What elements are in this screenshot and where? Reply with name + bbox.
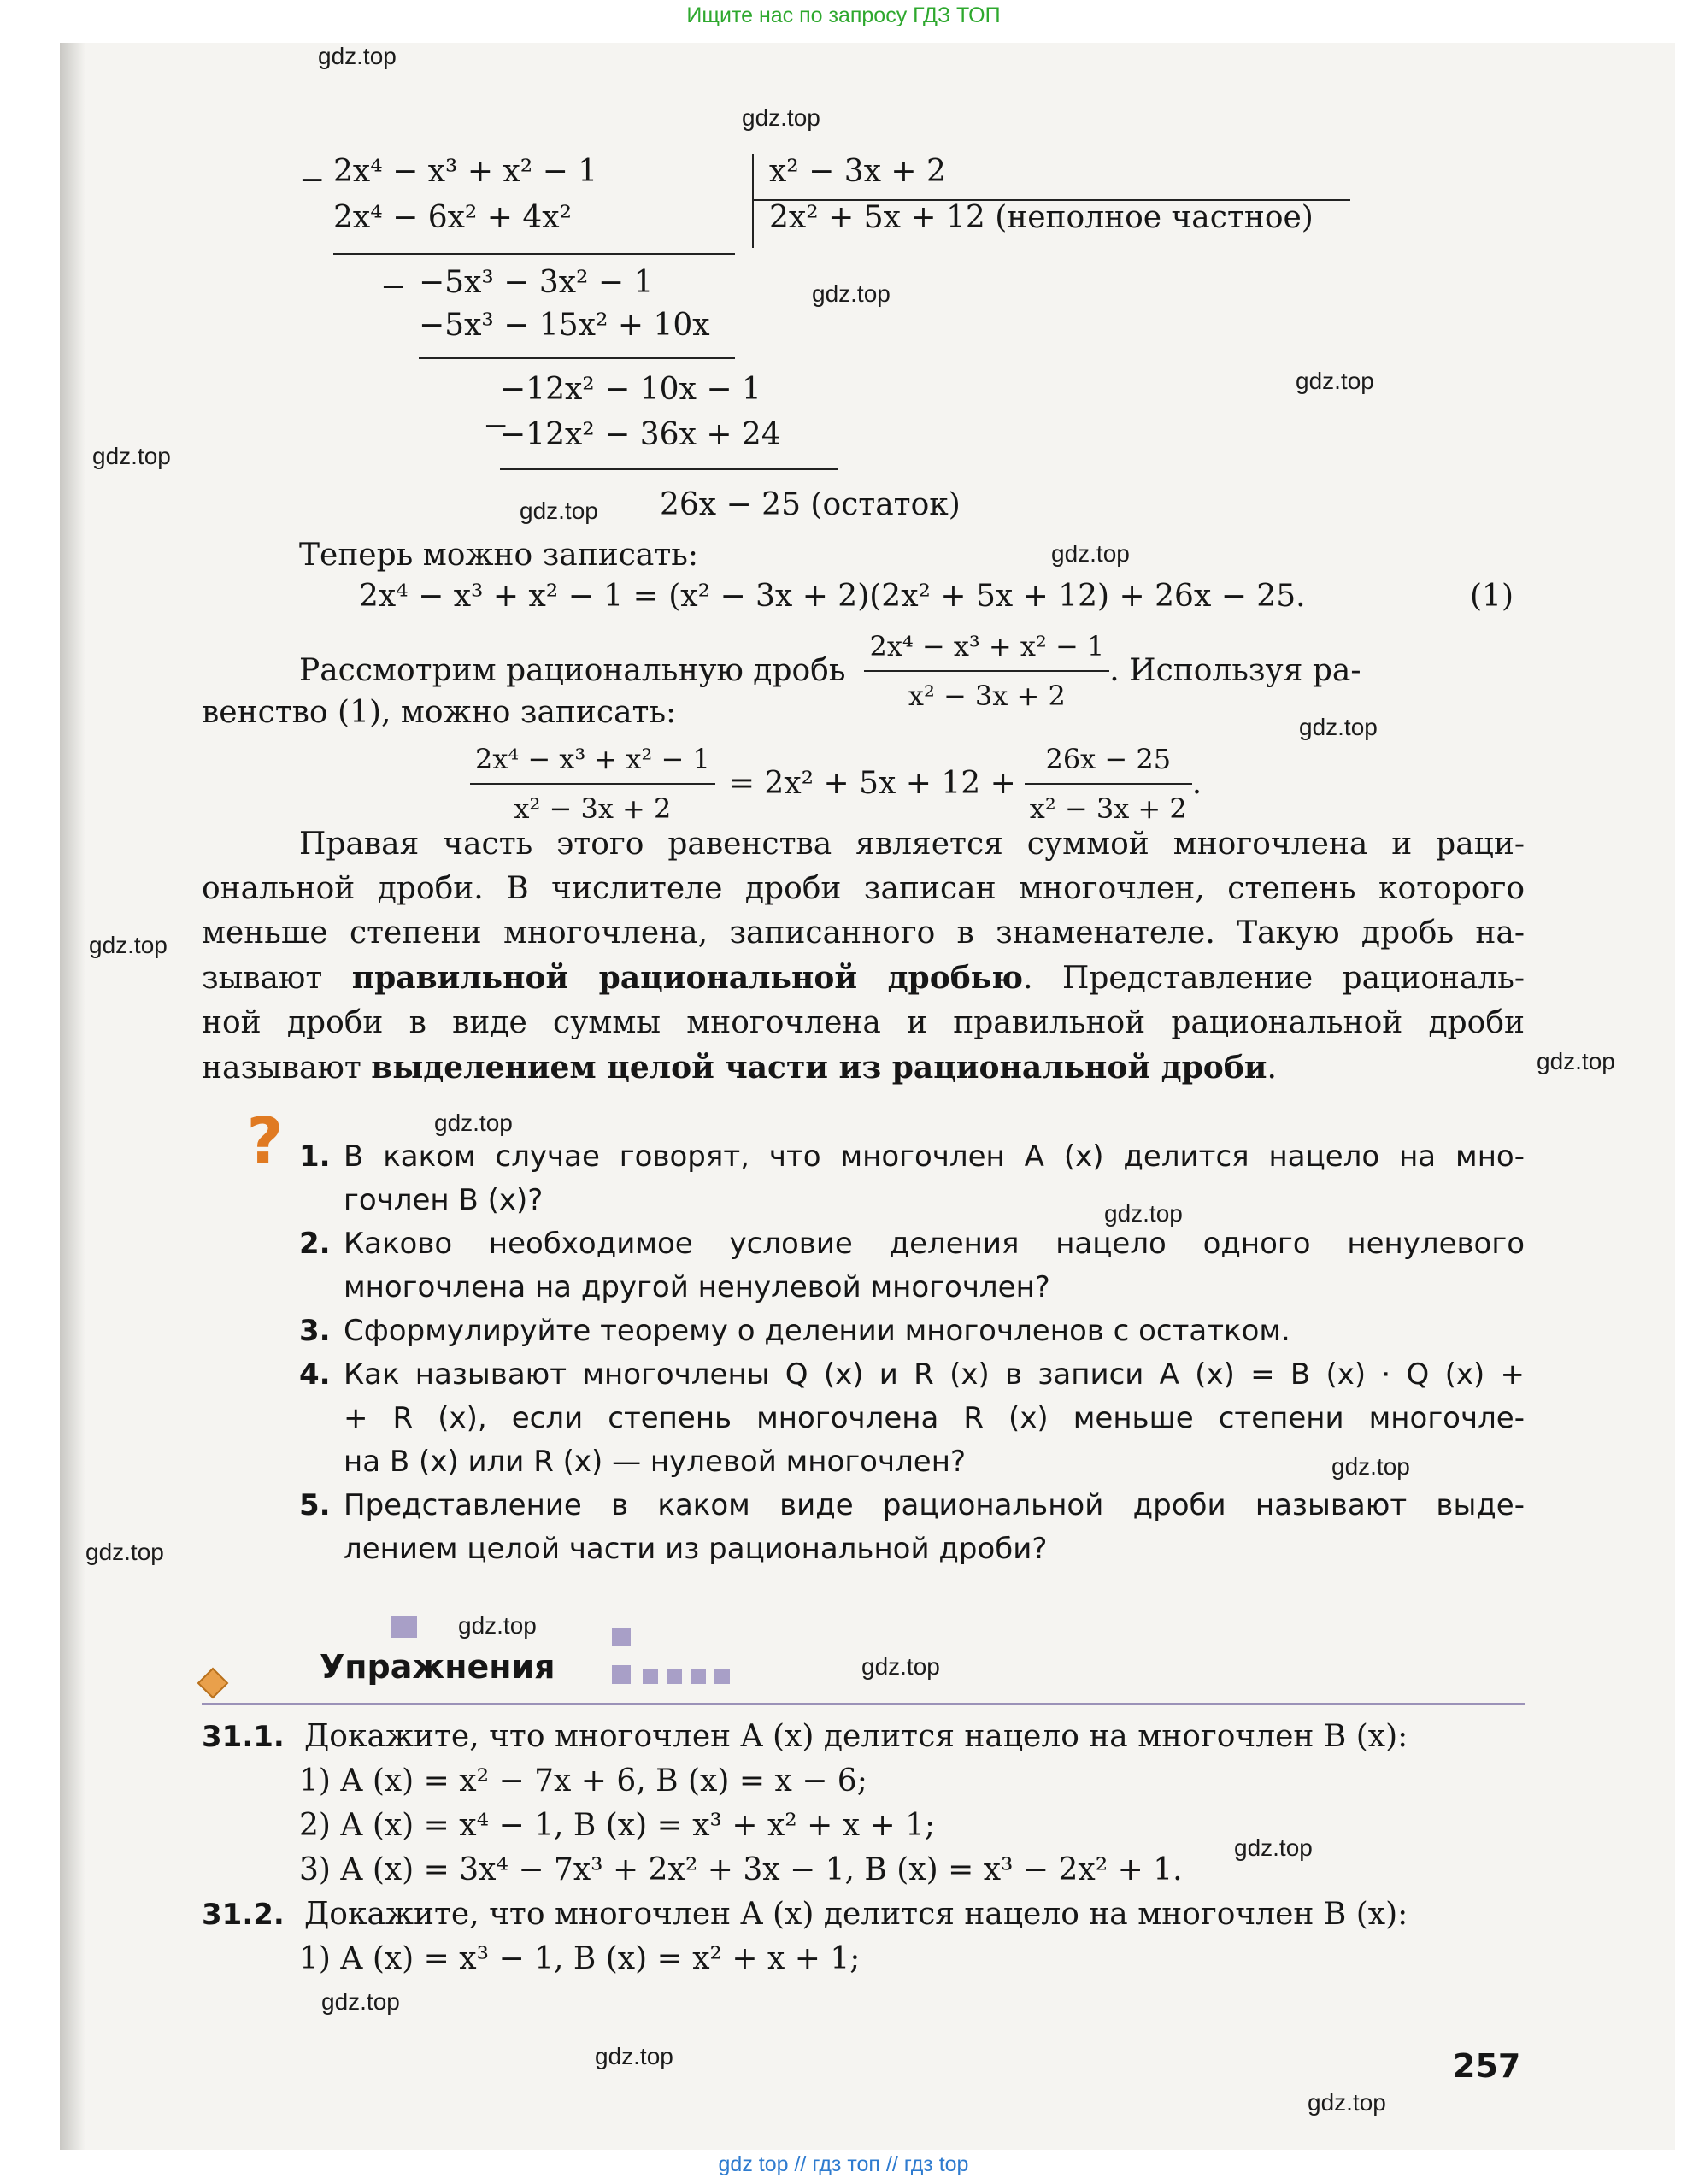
eq2-period: . xyxy=(1191,766,1202,801)
exercise-31-1: 31.1. Докажите, что многочлен A (x) делится нацело на многочлен B (x): 1) A (x) = x² − 7x + 6, B (x) = x − 6; 2) A (x) = x⁴ − 1, B (x) = x³ + x² + x + 1; 3) A (x) = 3x⁴ − 7x³ + 2x² + 3x − 1, B (x) = x³ − 2x² + 1. xyxy=(202,1715,1525,1893)
watermark: gdz.top xyxy=(85,1539,164,1565)
subtrahend-3: −12x² − 36x + 24 xyxy=(500,417,781,452)
decor-square xyxy=(714,1669,730,1684)
division-bracket-vertical xyxy=(752,154,754,248)
watermark: gdz.top xyxy=(1104,1200,1183,1227)
decor-square xyxy=(667,1669,682,1684)
watermark: gdz.top xyxy=(1234,1834,1313,1861)
remainder-step-2: −12x² − 10x − 1 xyxy=(500,372,761,407)
divisor: x² − 3x + 2 xyxy=(769,154,946,189)
question-item: 1. В каком случае говорят, что многочлен A (x) делится нацело на мно- гочлен B (x)? xyxy=(299,1139,1525,1217)
question-item: 5. Представление в каком виде рациональной дроби называют выде- лением целой части из рациональной дроби? xyxy=(299,1488,1525,1566)
minus-sign: − xyxy=(299,162,326,197)
page-number: 257 xyxy=(1453,2047,1521,2085)
watermark: gdz.top xyxy=(1051,540,1130,567)
now-write-text: Теперь можно записать: xyxy=(299,538,698,573)
question-item: 3. Сформулируйте теорему о делении многочленов с остатком. xyxy=(299,1314,1290,1348)
division-underline xyxy=(419,357,735,359)
watermark: gdz.top xyxy=(520,497,598,524)
eq2-left-fraction xyxy=(470,737,715,831)
subtrahend-2: −5x³ − 15x² + 10x xyxy=(419,308,710,343)
partial-quotient: 2x² + 5x + 12 (неполное частное) xyxy=(769,200,1314,235)
page-binding-shadow xyxy=(60,43,85,2150)
exercises-divider xyxy=(202,1703,1525,1705)
exercise-sub: 1) A (x) = x² − 7x + 6, B (x) = x − 6; xyxy=(299,1763,867,1798)
equation-1-tag: (1) xyxy=(1470,579,1514,614)
consider-text-continued: венство (1), можно записать: xyxy=(202,695,677,730)
decor-square xyxy=(643,1669,658,1684)
fraction-numerator: 26x − 25 xyxy=(1025,737,1192,785)
watermark: gdz.top xyxy=(595,2043,673,2069)
subtrahend-1: 2x⁴ − 6x² + 4x² xyxy=(333,200,573,235)
fraction-numerator: 2x⁴ − x³ + x² − 1 xyxy=(864,624,1109,672)
consider-text-end: . Используя ра- xyxy=(1109,653,1361,688)
exercise-sub: 3) A (x) = 3x⁴ − 7x³ + 2x² + 3x − 1, B (x) = x³ − 2x² + 1. xyxy=(299,1852,1183,1887)
bottom-banner[interactable]: gdz top // гдз топ // гдз top xyxy=(718,2152,969,2176)
rational-fraction xyxy=(864,624,1109,718)
question-mark-icon: ? xyxy=(246,1104,284,1178)
watermark: gdz.top xyxy=(1299,714,1378,740)
explanation-paragraph xyxy=(202,822,1525,1091)
watermark: gdz.top xyxy=(742,104,820,131)
fraction-denominator: x² − 3x + 2 xyxy=(514,792,672,825)
paragraph-line: зывают правильной рациональной дробью. Представление рациональ- xyxy=(202,960,1525,996)
minus-sign: − xyxy=(380,269,407,304)
exercises-heading: Упражнения xyxy=(320,1648,555,1686)
exercise-sub: 2) A (x) = x⁴ − 1, B (x) = x³ + x² + x + 1; xyxy=(299,1808,936,1843)
equation-1: 2x⁴ − x³ + x² − 1 = (x² − 3x + 2)(2x² + 5x + 12) + 26x − 25. xyxy=(359,579,1306,614)
watermark: gdz.top xyxy=(861,1653,940,1680)
decor-square xyxy=(612,1628,631,1646)
paragraph-line: ональной дроби. В числителе дроби записан многочлен, степень которого xyxy=(202,871,1525,906)
review-questions xyxy=(299,1135,1525,1571)
top-banner[interactable]: Ищите нас по запросу ГДЗ ТОП xyxy=(686,3,1001,27)
dividend: 2x⁴ − x³ + x² − 1 xyxy=(333,154,598,189)
exercise-list xyxy=(202,1715,1525,1981)
watermark: gdz.top xyxy=(89,932,168,958)
watermark: gdz.top xyxy=(92,443,171,469)
equation-2 xyxy=(470,737,1202,831)
remainder: 26x − 25 (остаток) xyxy=(660,487,961,522)
term-proper-fraction: правильной рациональной дробью xyxy=(351,960,1024,996)
paragraph-line: меньше степени многочлена, записанного в знаменателе. Такую дробь на- xyxy=(202,915,1525,951)
eq2-right-fraction xyxy=(1025,737,1192,831)
fraction-numerator: 2x⁴ − x³ + x² − 1 xyxy=(470,737,715,785)
question-item: 4. Как называют многочлены Q (x) и R (x) в записи A (x) = B (x) · Q (x) + + R (x), если степень многочлена R (x) меньше степени многочле- на B (x) или R (x) — нулевой многочлен? xyxy=(299,1357,1525,1479)
watermark: gdz.top xyxy=(458,1612,537,1639)
exercise-31-2: 31.2. Докажите, что многочлен A (x) делится нацело на многочлен B (x): 1) A (x) = x³ − 1, B (x) = x² + x + 1; xyxy=(202,1893,1525,1981)
decor-square xyxy=(691,1669,706,1684)
division-underline xyxy=(500,468,838,470)
decor-square xyxy=(612,1665,631,1684)
watermark: gdz.top xyxy=(812,280,891,307)
watermark: gdz.top xyxy=(321,1988,400,2015)
paragraph-line: называют выделением целой части из рациональной дроби. xyxy=(202,1050,1277,1086)
minus-sign: − xyxy=(483,409,509,444)
watermark: gdz.top xyxy=(1537,1048,1615,1074)
paragraph-line: Правая часть этого равенства является суммой многочлена и раци- xyxy=(299,827,1525,862)
watermark: gdz.top xyxy=(1296,368,1374,394)
watermark: gdz.top xyxy=(1308,2089,1386,2116)
watermark: gdz.top xyxy=(1331,1453,1410,1480)
watermark: gdz.top xyxy=(434,1110,513,1136)
exercise-sub: 1) A (x) = x³ − 1, B (x) = x² + x + 1; xyxy=(299,1941,861,1976)
fraction-denominator: x² − 3x + 2 xyxy=(1029,792,1187,825)
fraction-denominator: x² − 3x + 2 xyxy=(908,680,1066,712)
watermark: gdz.top xyxy=(318,43,397,69)
decor-square xyxy=(391,1616,417,1638)
paragraph-line: ной дроби в виде суммы многочлена и правильной рациональной дроби xyxy=(202,1005,1525,1040)
question-item: 2. Каково необходимое условие деления нацело одного ненулевого многочлена на другой ненулевой многочлен? xyxy=(299,1227,1525,1304)
eq2-middle: = 2x² + 5x + 12 + xyxy=(728,766,1016,801)
consider-text: Рассмотрим рациональную дробь xyxy=(299,653,846,688)
division-underline xyxy=(333,253,735,255)
remainder-step-1: −5x³ − 3x² − 1 xyxy=(419,265,654,300)
term-integer-part: выделением целой части из рациональной дроби xyxy=(371,1050,1267,1086)
